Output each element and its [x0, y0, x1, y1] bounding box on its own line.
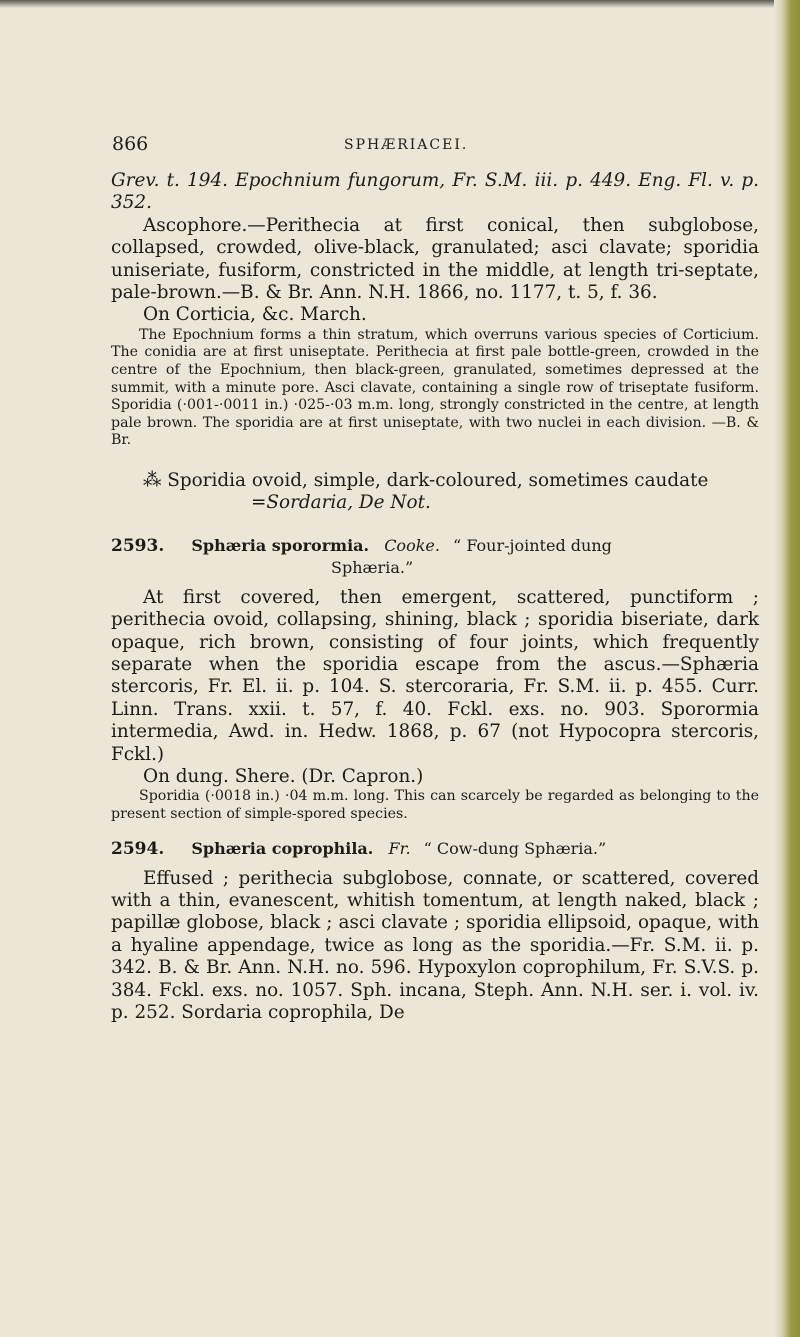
- species-habitat: On dung. Shere. (Dr. Capron.): [143, 766, 424, 788]
- common-name-continued: Sphæria.”: [331, 557, 414, 577]
- species-author: Cooke.: [384, 535, 440, 555]
- page-body: [111, 170, 759, 1025]
- common-name: “ Cow-dung Sphæria.”: [423, 838, 607, 858]
- species-author: Fr.: [388, 838, 411, 858]
- species-number: 2594.: [111, 838, 165, 859]
- running-head: SPHÆRIACEI.: [344, 137, 469, 153]
- species-heading-2594: [111, 838, 759, 860]
- book-edge: [774, 0, 800, 1337]
- species-description: Effused ; perithecia subglobose, connate, or scattered, covered with a thin, evanescent, whitish tomentum, at length naked, black ; papillæ globose, black ; asci clavate ; sporidia ellipsoid, opaque, with a hyaline appendage, twice as long as the sporidia.—Fr. S.M. ii. p. 342. B. & Br. Ann. N.H. no. 596. Hypoxylon coprophilum, Fr. S.V.S. p. 384. Fckl. exs. no. 1057. Sph. incana, Steph. Ann. N.H. ser. i. vol. iv. p. 252. Sordaria coprophila, De: [111, 867, 759, 1024]
- common-name: “ Four-jointed dung: [453, 535, 612, 555]
- species-description: At first covered, then emergent, scattered, punctiform ; perithecia ovoid, collapsing, shining, black ; sporidia biseriate, dark opaque, rich brown, consisting of four joints, which frequently separate when the sporidia escape from the ascus.—Sphæria stercoris, Fr. El. ii. p. 104. S. stercoraria, Fr. S.M. ii. p. 455. Curr. Linn. Trans. xxii. t. 57, f. 40. Fckl. exs. no. 903. Sporormia intermedia, Awd. in. Hedw. 1868, p. 67 (not Hypocopra stercoris, Fckl.): [111, 586, 759, 765]
- ascophore-paragraph: Ascophore.—Perithecia at first conical, then subglobose, collapsed, crowded, olive-black, granulated; asci clavate; sporidia uniseriate, fusiform, constricted in the middle, at length tri-septate, pale-brown.—B. & Br. Ann. N.H. 1866, no. 1177, t. 5, f. 36.: [111, 214, 759, 304]
- habitat-line: On Corticia, &c. March.: [143, 304, 367, 326]
- section-heading: ⁂ Sporidia ovoid, simple, dark-coloured, sometimes caudate: [143, 470, 709, 491]
- page-header: [0, 133, 770, 159]
- species-heading-2593: [111, 535, 759, 557]
- species-name: Sphæria sporormia.: [191, 535, 370, 555]
- section-subheading: =Sordaria, De Not.: [251, 492, 431, 514]
- species-name: Sphæria coprophila.: [191, 838, 374, 858]
- page-number: 866: [112, 133, 149, 155]
- species-number: 2593.: [111, 535, 165, 556]
- citation-line: Grev. t. 194. Epochnium fungorum, Fr. S.M. iii. p. 449. Eng. Fl. v. p. 352.: [111, 170, 759, 214]
- editorial-note: The Epochnium forms a thin stratum, which overruns various species of Corticium. The conidia are at first uniseptate. Perithecia at first pale bottle-green, crowded in the centre of the Epochnium, then black-green, granulated, sometimes depressed at the summit, with a minute pore. Asci clavate, containing a single row of triseptate fusiform. Sporidia (·001-·0011 in.) ·025-·03 m.m. long, strongly constricted in the centre, at length pale brown. The sporidia are at first uniseptate, with two nuclei in each division. —B. & Br.: [111, 326, 759, 449]
- species-note: Sporidia (·0018 in.) ·04 m.m. long. This can scarcely be regarded as belonging to the present section of simple-spored species.: [111, 788, 759, 823]
